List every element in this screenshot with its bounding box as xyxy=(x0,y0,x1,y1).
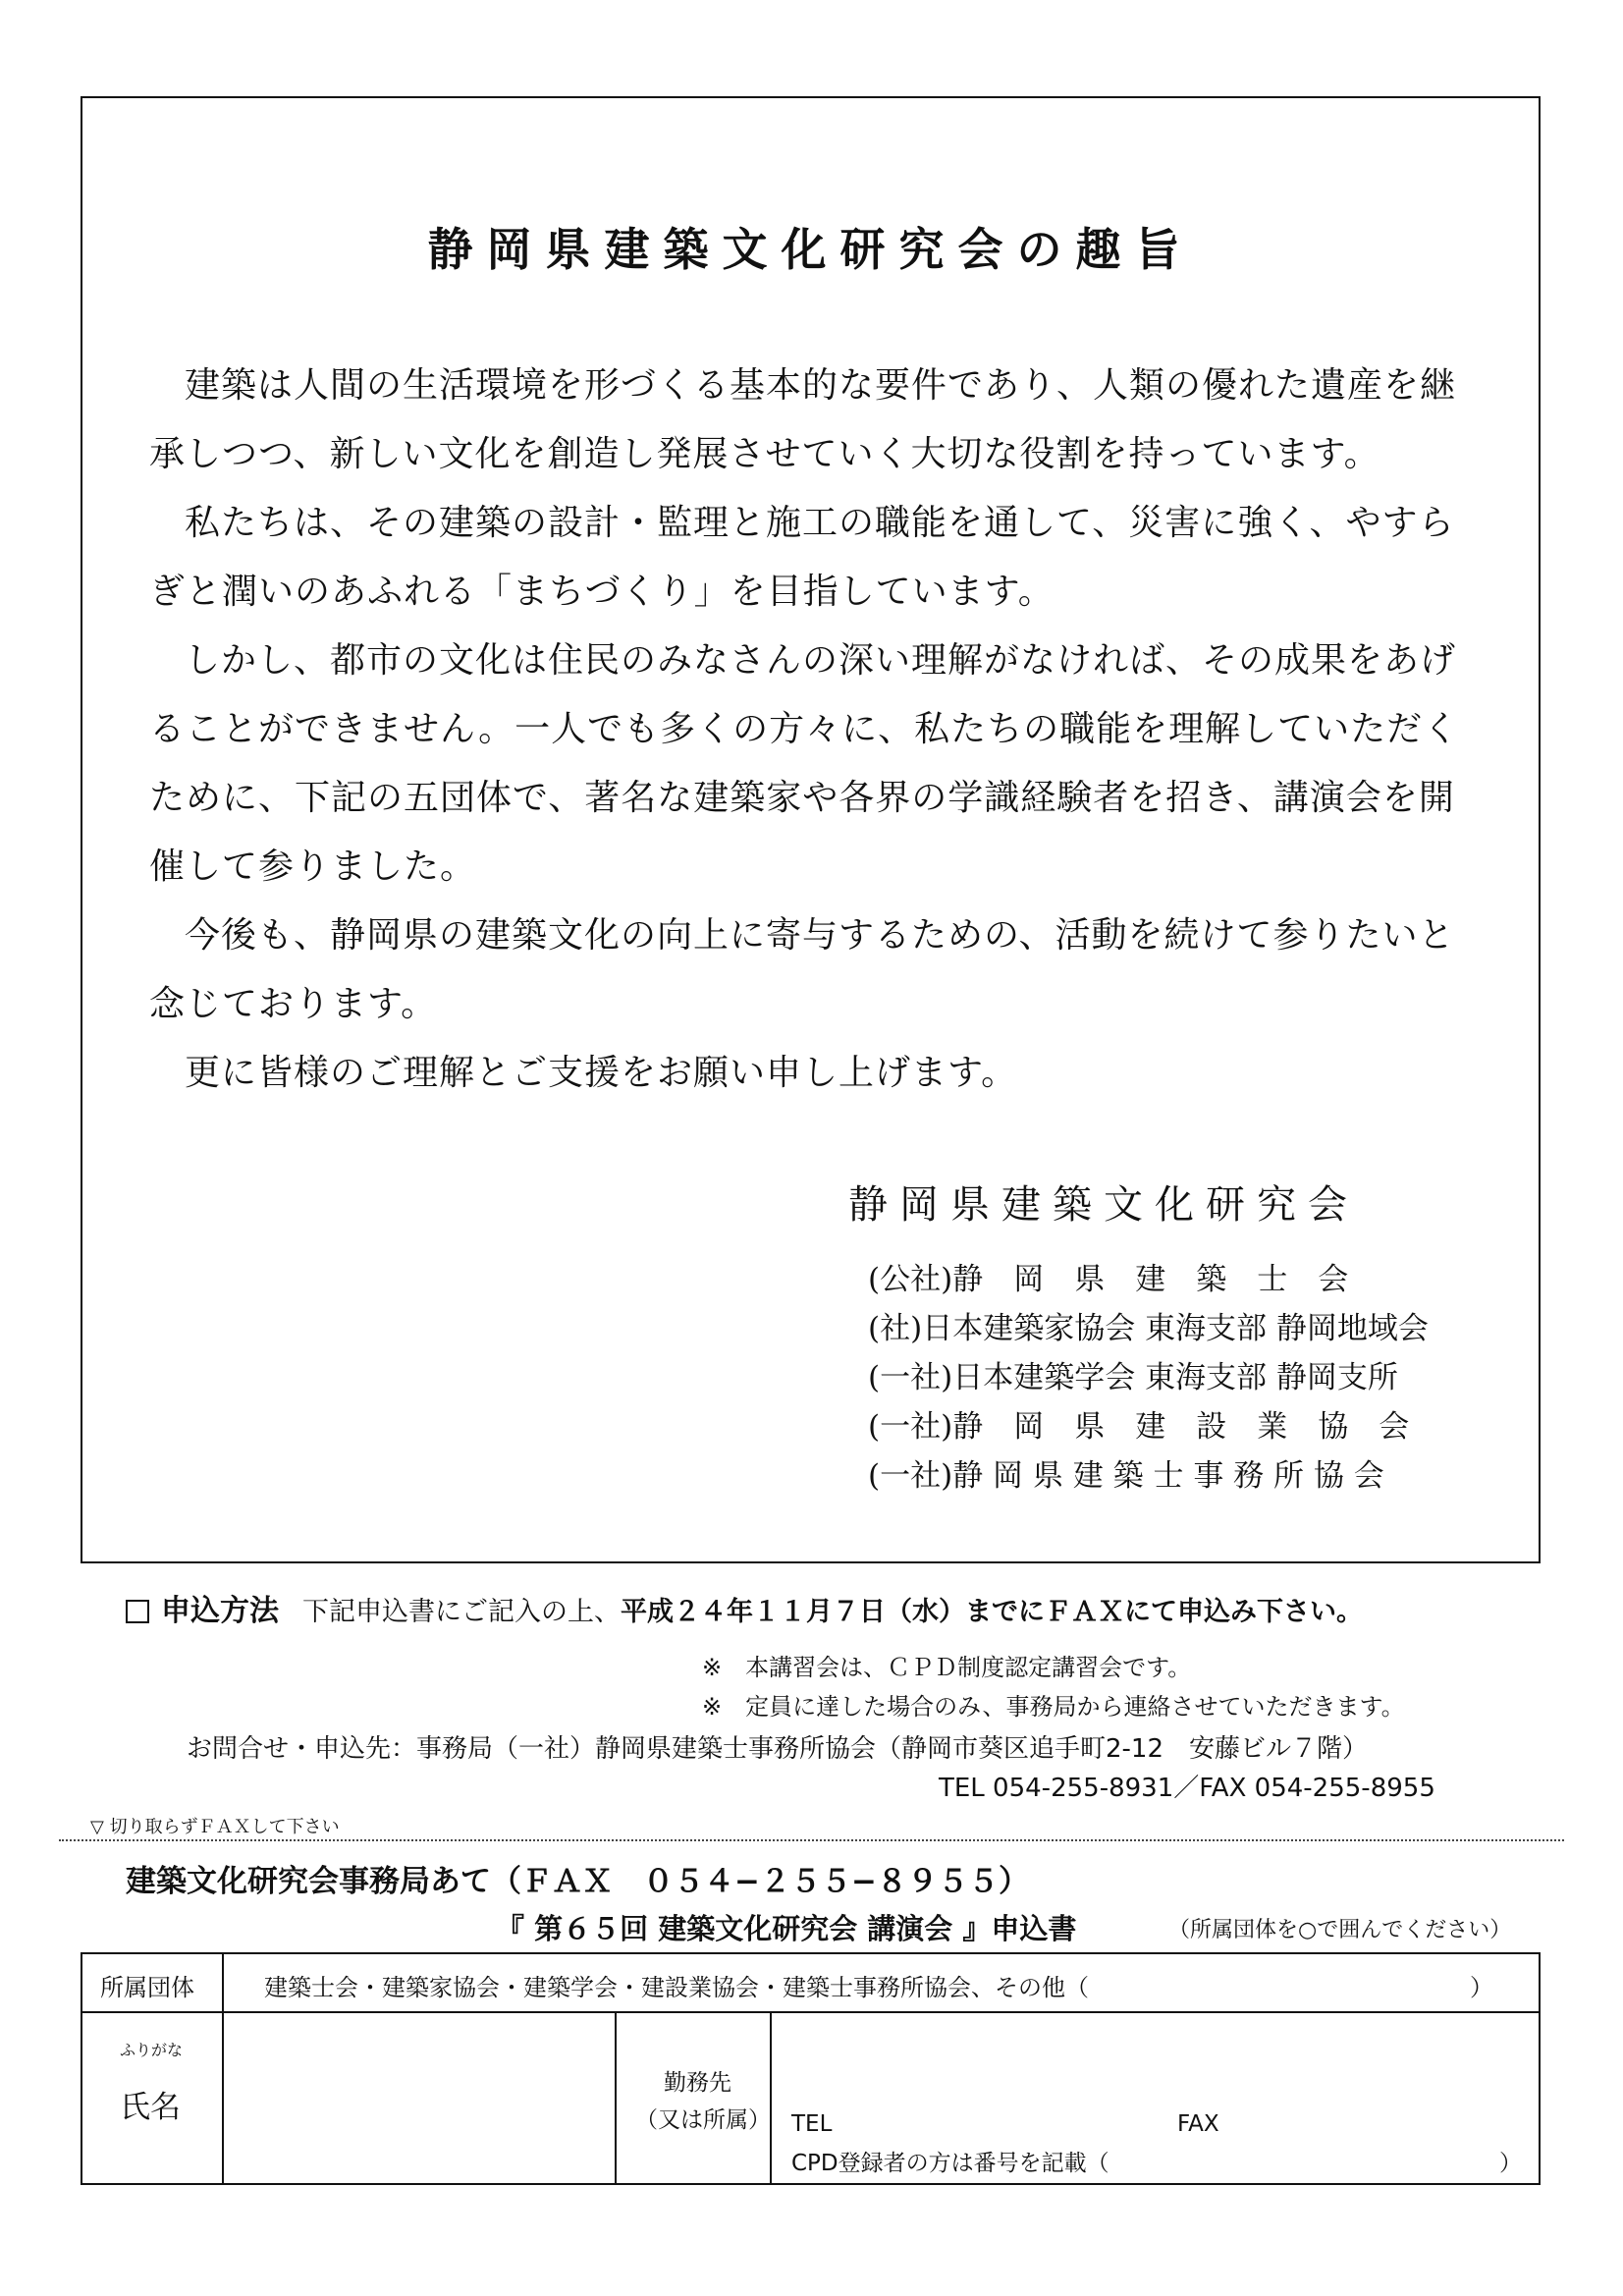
org-type: (一社) xyxy=(868,1409,953,1445)
divider xyxy=(615,2011,617,2183)
org-type: (公社) xyxy=(868,1262,953,1297)
cut-instruction: ▽ 切り取らずＦＡＸして下さい xyxy=(90,1817,340,1837)
notice-body xyxy=(149,352,1475,1108)
capacity-note: ※ 定員に達した場合のみ、事務局から連絡させていただきます。 xyxy=(702,1693,1405,1721)
cpd-note: ※ 本講習会は、ＣＰＤ制度認定講習会です。 xyxy=(702,1654,1192,1681)
form-title: 『 第６５回 建築文化研究会 講演会 』申込書 xyxy=(496,1912,1077,1945)
affiliation-label: 所属団体 xyxy=(100,1974,194,2001)
cpd-close: ） xyxy=(1499,2151,1522,2176)
cut-line xyxy=(59,1839,1564,1841)
notice-paragraph: 今後も、静岡県の建築文化の向上に寄与するための、活動を続けて参りたいと念じております。 xyxy=(149,915,1455,1024)
divider xyxy=(770,2011,772,2183)
affiliation-close: ） xyxy=(1470,1974,1493,2001)
workplace-label: 勤務先 xyxy=(664,2070,731,2096)
application-form xyxy=(81,1952,1541,2185)
fax-label: FAX xyxy=(1177,2111,1219,2137)
workplace-sublabel: （又は所属） xyxy=(635,2107,771,2133)
furigana-label: ふりがな xyxy=(120,2041,184,2059)
notice-paragraph: しかし、都市の文化は住民のみなさんの深い理解がなければ、その成果をあげることができません。一人でも多くの方々に、私たちの職能を理解していただくために、下記の五団体で、著名な建築家や各界の学識経験者を招き、講演会を開催して参りました。 xyxy=(149,640,1460,887)
divider xyxy=(82,2011,1539,2013)
application-heading: 申込方法 xyxy=(161,1594,279,1628)
org-name-text: 日本建築学会 東海支部 静岡支所 xyxy=(952,1360,1398,1395)
application-desc: 下記申込書にご記入の上、 xyxy=(302,1597,621,1627)
member-org-list xyxy=(868,1255,1429,1501)
name-label: 氏名 xyxy=(120,2090,181,2125)
tel-label: TEL xyxy=(791,2111,833,2137)
member-org xyxy=(868,1255,1429,1304)
notice-paragraph: 更に皆様のご理解とご支援をお願い申し上げます。 xyxy=(185,1053,1018,1093)
org-name-text: 静 岡 県 建 築 士 事 務 所 協 会 xyxy=(952,1458,1384,1494)
member-org xyxy=(868,1353,1429,1402)
fax-heading: 建築文化研究会事務局あて（ＦＡＸ ０５４−２５５−８９５５） xyxy=(126,1864,1029,1899)
member-org xyxy=(868,1402,1429,1451)
org-name-text: 静 岡 県 建 設 業 協 会 xyxy=(952,1409,1410,1445)
org-type: (一社) xyxy=(868,1458,953,1494)
contact-phone: TEL 054-255-8931／FAX 054-255-8955 xyxy=(939,1774,1435,1803)
member-org xyxy=(868,1451,1429,1501)
notice-paragraph: 建築は人間の生活環境を形づくる基本的な要件であり、人類の優れた遺産を継承しつつ、新しい文化を創造し発展させていく大切な役割を持っています。 xyxy=(149,365,1457,474)
notice-frame xyxy=(81,96,1541,1563)
org-name-text: 静 岡 県 建 築 士 会 xyxy=(952,1262,1349,1297)
org-type: (一社) xyxy=(868,1360,953,1395)
application-method xyxy=(126,1586,1363,1629)
cpd-label: CPD登録者の方は番号を記載（ xyxy=(791,2151,1109,2176)
application-deadline: 平成２４年１１月７日（水）までにＦＡＸにて申込み下さい。 xyxy=(621,1597,1363,1627)
org-name-text: 日本建築家協会 東海支部 静岡地域会 xyxy=(922,1311,1429,1346)
member-org xyxy=(868,1304,1429,1353)
form-title-note: （所属団体を○で囲んでください） xyxy=(1168,1918,1512,1942)
org-name: 静岡県建築文化研究会 xyxy=(848,1182,1359,1228)
notice-title: 静岡県建築文化研究会の趣旨 xyxy=(427,223,1194,276)
org-type: (社) xyxy=(868,1311,923,1346)
affiliation-options[interactable]: 建築士会・建築家協会・建築学会・建設業協会・建築士事務所協会、その他（ xyxy=(264,1974,1089,2001)
contact-address: お問合せ・申込先：事務局（一社）静岡県建築士事務所協会（静岡市葵区追手町2-12 安藤ビル７階） xyxy=(187,1734,1369,1764)
checkbox-icon xyxy=(126,1600,149,1623)
divider xyxy=(222,1954,224,2183)
notice-paragraph: 私たちは、その建築の設計・監理と施工の職能を通して、災害に強く、やすらぎと潤いのあふれる「まちづくり」を目指しています。 xyxy=(149,503,1455,612)
